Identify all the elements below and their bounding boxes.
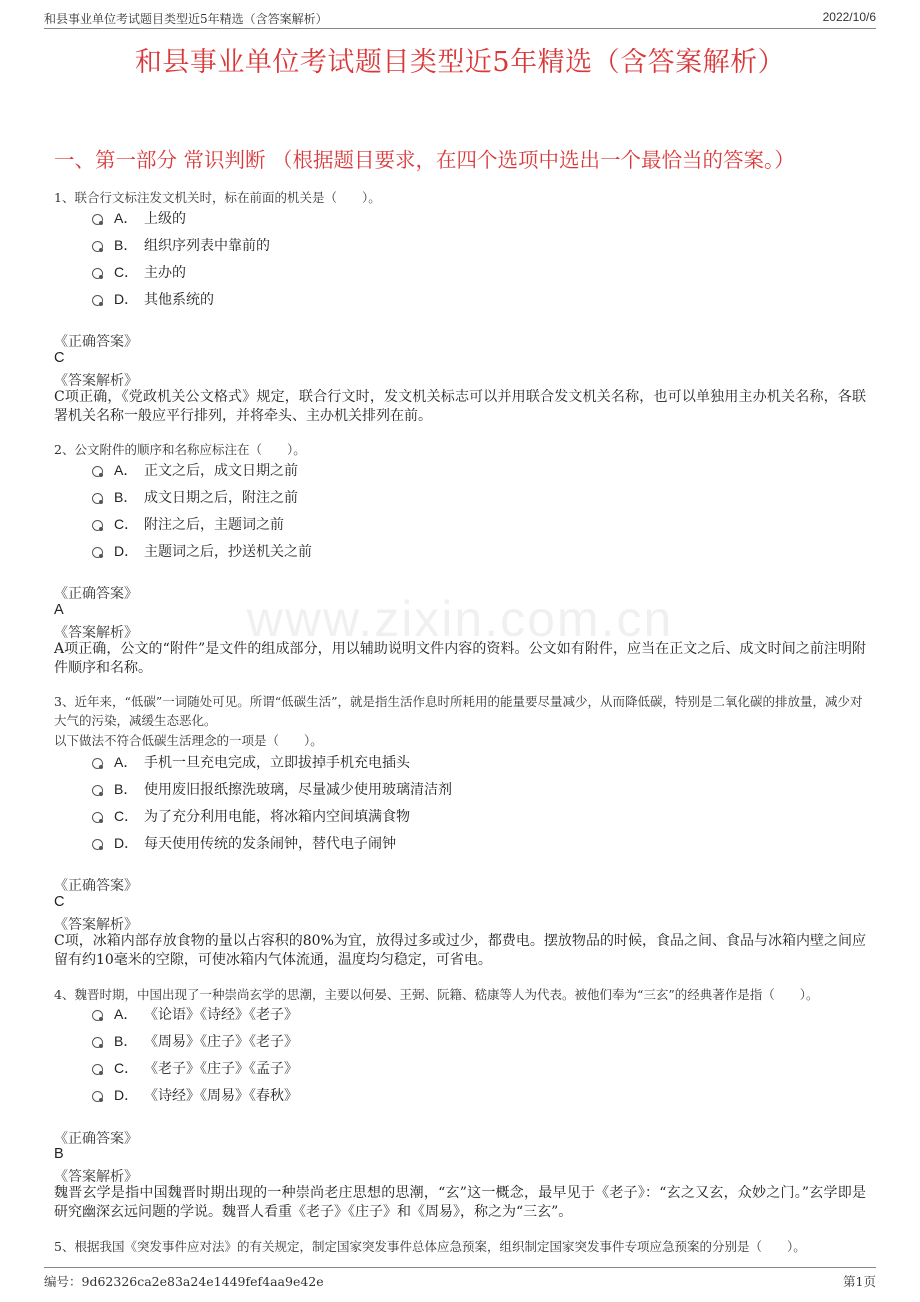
answer-value: B bbox=[54, 1146, 64, 1162]
option-letter: C． bbox=[114, 808, 139, 824]
analysis-text: A项正确，公文的“附件”是文件的组成部分，用以辅助说明文件内容的资料。公文如有附件，应当在正文之后、成文时间之前注明附件顺序和名称。 bbox=[54, 641, 866, 676]
section-heading: 一、第一部分 常识判断 （根据题目要求，在四个选项中选出一个最恰当的答案。） bbox=[54, 148, 795, 172]
answer-label: 《正确答案》 bbox=[54, 334, 138, 350]
option-letter: A． bbox=[114, 462, 138, 478]
option-text: 《周易》《庄子》《老子》 bbox=[144, 1034, 298, 1050]
option-letter: A． bbox=[114, 210, 138, 226]
option-letter: D． bbox=[114, 1087, 139, 1103]
option-letter: C． bbox=[114, 264, 139, 280]
analysis-text: C项，冰箱内部存放食物的量以占容积的80%为宜，放得过多或过少，都费电。摆放物品的时候，食品之间、食品与冰箱内壁之间应留有约10毫米的空隙，可使冰箱内气体流通，温度均匀稳定，可省电。 bbox=[54, 933, 866, 968]
radio-icon[interactable] bbox=[92, 493, 103, 504]
question-stem: 5、根据我国《突发事件应对法》的有关规定，制定国家突发事件总体应急预案，组织制定国家突发事件专项应急预案的分别是（ ）。 bbox=[54, 1239, 806, 1254]
option-text: 主题词之后，抄送机关之前 bbox=[144, 544, 312, 560]
answer-value: C bbox=[54, 894, 65, 910]
option-text: 成文日期之后，附注之前 bbox=[144, 490, 298, 506]
question-stem: 4、魏晋时期，中国出现了一种崇尚玄学的思潮，主要以何晏、王弼、阮籍、嵇康等人为代表。被他们奉为“三玄”的经典著作是指（ ）。 bbox=[54, 987, 819, 1002]
page-header bbox=[44, 10, 876, 26]
radio-icon[interactable] bbox=[92, 1010, 103, 1021]
radio-icon[interactable] bbox=[92, 758, 103, 769]
header-date: 2022/10/6 bbox=[822, 10, 876, 24]
analysis-label: 《答案解析》 bbox=[54, 625, 138, 641]
answer-value: A bbox=[54, 602, 64, 618]
answer-label: 《正确答案》 bbox=[54, 586, 138, 602]
option-letter: B． bbox=[114, 781, 138, 797]
option-text: 正文之后，成文日期之前 bbox=[144, 463, 298, 479]
analysis-label: 《答案解析》 bbox=[54, 917, 138, 933]
option-letter: B． bbox=[114, 1033, 138, 1049]
option-letter: C． bbox=[114, 1060, 139, 1076]
radio-icon[interactable] bbox=[92, 295, 103, 306]
option-text: 每天使用传统的发条闹钟，替代电子闹钟 bbox=[144, 836, 396, 852]
radio-icon[interactable] bbox=[92, 839, 103, 850]
option-text: 《论语》《诗经》《老子》 bbox=[144, 1007, 298, 1023]
option-letter: B． bbox=[114, 489, 138, 505]
option-text: 《诗经》《周易》《春秋》 bbox=[144, 1088, 298, 1104]
radio-icon[interactable] bbox=[92, 241, 103, 252]
analysis-text: 魏晋玄学是指中国魏晋时期出现的一种崇尚老庄思想的思潮，“玄”这一概念，最早见于《老子》：“玄之又玄，众妙之门。”玄学即是研究幽深玄远问题的学说。魏晋人看重《老子》《庄子》和《周易》，称之为“三玄”。 bbox=[54, 1185, 866, 1220]
watermark: www.zixin.com.cn bbox=[246, 591, 674, 647]
option-text: 使用废旧报纸擦洗玻璃，尽量减少使用玻璃清洁剂 bbox=[144, 782, 452, 798]
option-letter: D． bbox=[114, 543, 139, 559]
option-text: 上级的 bbox=[144, 211, 186, 227]
radio-icon[interactable] bbox=[92, 1037, 103, 1048]
option-text: 《老子》《庄子》《孟子》 bbox=[144, 1061, 298, 1077]
header-divider bbox=[44, 28, 876, 29]
option-text: 其他系统的 bbox=[144, 292, 214, 308]
radio-icon[interactable] bbox=[92, 520, 103, 531]
page-footer bbox=[44, 1272, 876, 1288]
question-stem: 3、近年来，“低碳”一词随处可见。所谓“低碳生活”，就是指生活作息时所耗用的能量要尽量减少，从而降低碳，特别是二氧化碳的排放量，减少对大气的污染，减缓生态恶化。 bbox=[54, 694, 863, 728]
option-letter: D． bbox=[114, 835, 139, 851]
option-letter: A． bbox=[114, 754, 138, 770]
question-prompt: 以下做法不符合低碳生活理念的一项是（ ）。 bbox=[54, 733, 323, 748]
document-title: 和县事业单位考试题目类型近5年精选（含答案解析） bbox=[134, 47, 786, 78]
header-doc-title: 和县事业单位考试题目类型近5年精选（含答案解析） bbox=[44, 12, 328, 26]
analysis-label: 《答案解析》 bbox=[54, 1169, 138, 1185]
radio-icon[interactable] bbox=[92, 812, 103, 823]
answer-value: C bbox=[54, 350, 65, 366]
option-letter: A． bbox=[114, 1006, 138, 1022]
radio-icon[interactable] bbox=[92, 785, 103, 796]
document-id: 编号：9d62326ca2e83a24e1449fef4aa9e42e bbox=[44, 1274, 324, 1289]
option-text: 手机一旦充电完成，立即拔掉手机充电插头 bbox=[144, 755, 410, 771]
analysis-text: C项正确，《党政机关公文格式》规定，联合行文时，发文机关标志可以并用联合发文机关名称，也可以单独用主办机关名称，各联署机关名称一般应平行排列，并将牵头、主办机关排列在前。 bbox=[54, 389, 866, 424]
radio-icon[interactable] bbox=[92, 1091, 103, 1102]
option-text: 附注之后，主题词之前 bbox=[144, 517, 284, 533]
radio-icon[interactable] bbox=[92, 214, 103, 225]
radio-icon[interactable] bbox=[92, 466, 103, 477]
footer-divider bbox=[44, 1267, 876, 1268]
option-letter: C． bbox=[114, 516, 139, 532]
page-number: 第1页 bbox=[843, 1274, 876, 1289]
option-text: 组织序列表中靠前的 bbox=[144, 238, 270, 254]
answer-label: 《正确答案》 bbox=[54, 1131, 138, 1147]
option-letter: D． bbox=[114, 291, 139, 307]
question-stem: 2、公文附件的顺序和名称应标注在（ ）。 bbox=[54, 442, 306, 457]
option-text: 为了充分利用电能，将冰箱内空间填满食物 bbox=[144, 809, 410, 825]
radio-icon[interactable] bbox=[92, 1064, 103, 1075]
answer-label: 《正确答案》 bbox=[54, 878, 138, 894]
option-text: 主办的 bbox=[144, 265, 186, 281]
radio-icon[interactable] bbox=[92, 547, 103, 558]
question-stem: 1、联合行文标注发文机关时，标在前面的机关是（ ）。 bbox=[54, 190, 381, 205]
analysis-label: 《答案解析》 bbox=[54, 373, 138, 389]
option-letter: B． bbox=[114, 237, 138, 253]
radio-icon[interactable] bbox=[92, 268, 103, 279]
